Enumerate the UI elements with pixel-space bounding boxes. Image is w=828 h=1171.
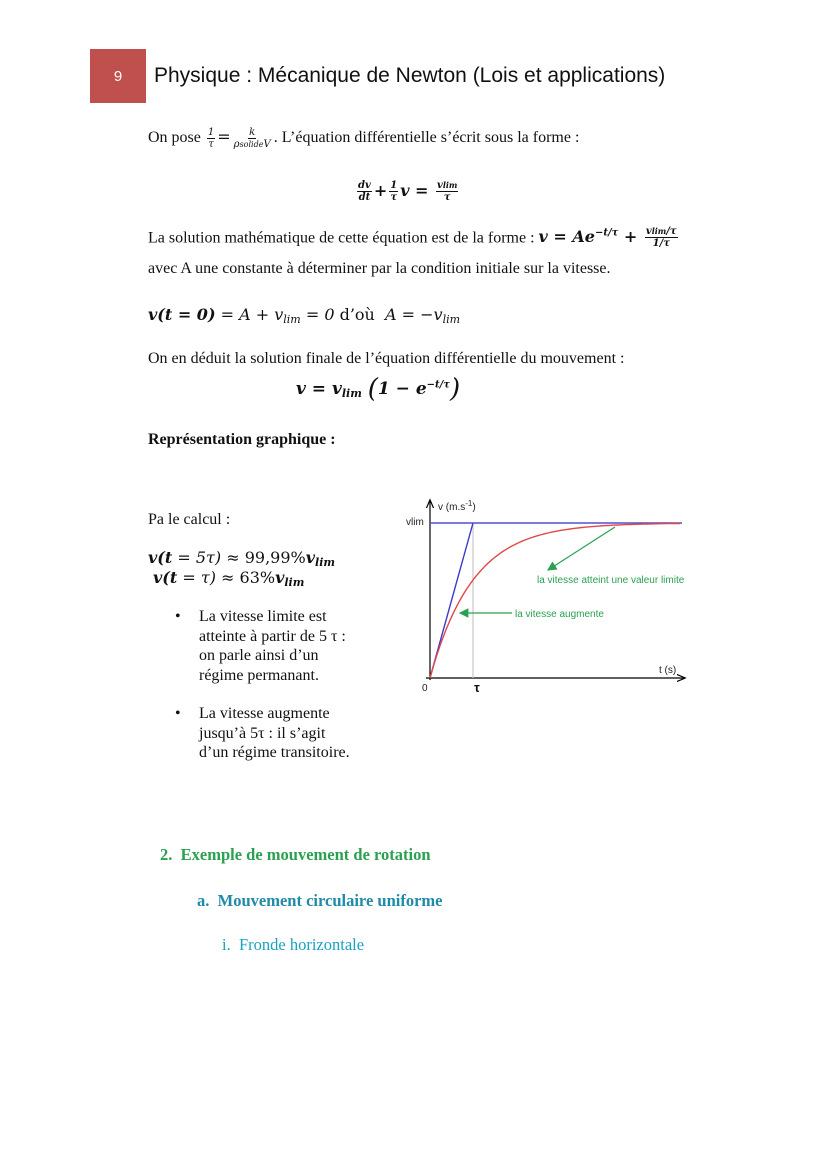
final-solution-equation: $v = v_{lim}$ $(1 - e^{-t/\tau})$ — [296, 374, 461, 404]
increase-annotation: la vitesse augmente — [515, 609, 604, 620]
section-2-heading: 2. Exemple de mouvement de rotation — [160, 845, 431, 864]
on-pose-text: On pose — [148, 129, 201, 147]
fraction-k-over-rho-v: $\frac{k}{\text{ρsolideV}}$ — [233, 127, 271, 150]
bullet-list — [175, 607, 355, 782]
limit-annotation: la vitesse atteint une valeur limite — [537, 575, 685, 586]
section-a-heading: a. Mouvement circulaire uniforme — [197, 891, 443, 910]
document-header-title: Physique : Mécanique de Newton (Lois et applications) — [154, 64, 666, 87]
five-tau-equation: $v(t = 5\tau) \approx 99,99\%v_{lim}$ — [148, 548, 336, 569]
definition-line: On pose $\frac{1}{\tau}$ = $\frac{k}{\text{ρsolideV}}$ . L’équation différentielle s’écrit sous la forme : — [148, 127, 580, 150]
differential-equation: $\frac{dv}{dt}$ + $\frac{1}{\tau}$ v = $\frac{vlim}{\tau}$ — [358, 180, 458, 203]
section-i-heading: i. Fronde horizontale — [222, 935, 365, 954]
page-number-badge — [90, 49, 146, 103]
list-item: • La vitesse augmente jusqu’à 5τ : il s’agit d’un régime transitoire. — [175, 705, 350, 761]
y-axis-label: v $(m.s^{-1})$ — [438, 499, 476, 513]
limit-annotation-arrow — [548, 527, 615, 570]
page-number: 9 — [113, 67, 123, 85]
list-item: • La vitesse limite est atteinte à partir de 5 τ : on parle ainsi d’un régime permanant. — [175, 608, 346, 684]
vlim-label: vlim — [406, 517, 424, 528]
intro-sentence: . L’équation différentielle s’écrit sous la forme : — [273, 129, 580, 147]
x-axis-label: t (s) — [659, 665, 677, 676]
solution-form-line — [148, 224, 680, 249]
fraction-1-over-tau: $\frac{1}{\tau}$ — [207, 127, 215, 150]
graph-heading: Représentation graphique : — [148, 431, 336, 448]
calc-text: Pa le calcul : — [148, 511, 231, 528]
tau-label: τ — [474, 680, 480, 695]
velocity-curve — [430, 524, 680, 679]
constant-text: avec A une constante à déterminer par la condition initiale sur la vitesse. — [148, 260, 611, 277]
velocity-graph — [400, 495, 700, 700]
solution-text: La solution mathématique de cette équation est de la forme : — [148, 229, 535, 247]
initial-condition-equation: $v(t = 0) = A + v_{lim} = 0$ d’où $A = -v_{lim}$ — [148, 305, 461, 326]
deduce-text: On en déduit la solution finale de l’équation différentielle du mouvement : — [148, 350, 625, 367]
origin-label: 0 — [422, 683, 428, 694]
tau-equation: $v(t = \tau) \approx 63\%v_{lim}$ — [153, 568, 305, 589]
solution-form-equation: $v = Ae^{-t/\tau}$ + $\frac{vlim/\tau}{1/\tau}$ — [538, 226, 677, 250]
